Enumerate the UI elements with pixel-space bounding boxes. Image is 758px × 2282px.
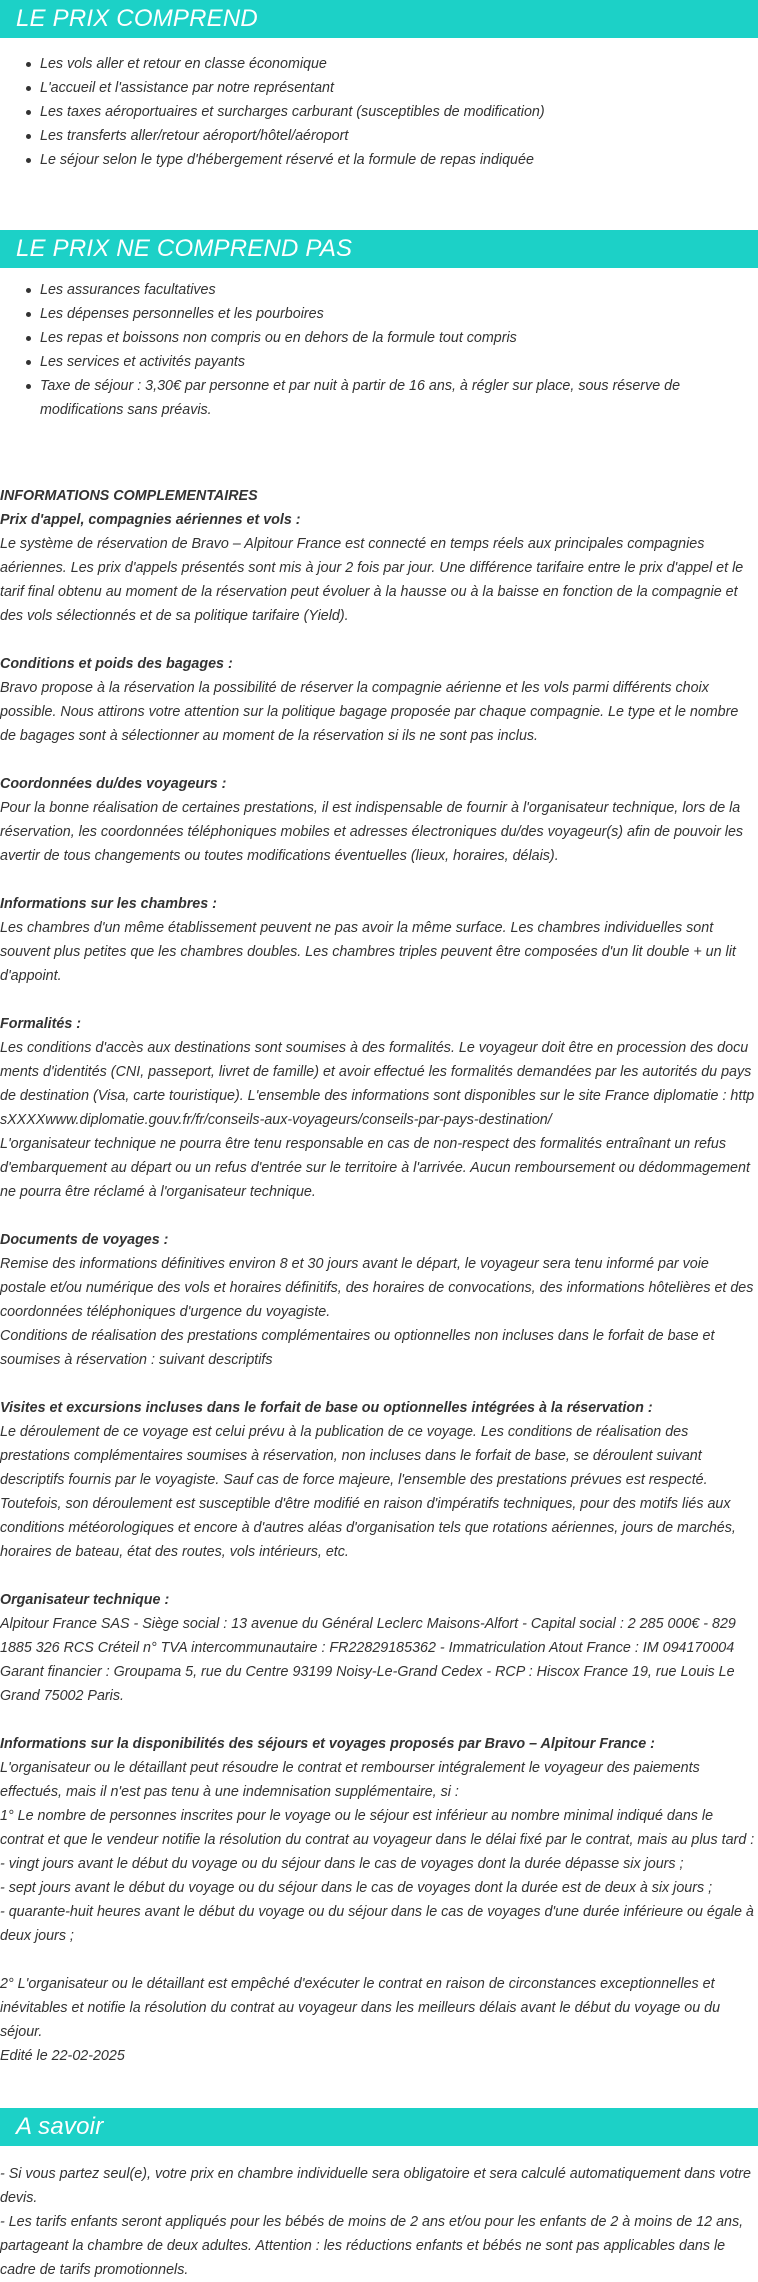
list-item: Les repas et boissons non compris ou en dehors de la formule tout compris [18, 326, 758, 350]
savoir-section [0, 2162, 758, 2282]
block-text: Le déroulement de ce voyage est celui prévu à la publication de ce voyage. Les conditions de réalisation des prestations complémentaires soumises à réservation, non incluses dans le forfait de base, se déroulent suivant descriptifs fournis par le voyagiste. Sauf cas de force majeure, l'ensemble des prestations prévues est respecté. Toutefois, son déroulement est susceptible d'être modifié en raison d'impératifs techniques, pour des motifs liés aux conditions météorologiques et encore à d'autres aléas d'organisation tels que rotations aériennes, jours de marchés, horaires de bateau, état des routes, vols intérieurs, etc. [0, 1424, 736, 1560]
info-block-organisateur [0, 1588, 756, 1708]
block-text: - sept jours avant le début du voyage ou du séjour dans le cas de voyages dont la durée est de deux à six jours ; [0, 1880, 713, 1896]
includes-list [0, 38, 758, 172]
block-heading: Prix d'appel, compagnies aériennes et vols : [0, 512, 301, 528]
block-heading: Organisateur technique : [0, 1592, 170, 1608]
block-heading: Documents de voyages : [0, 1232, 169, 1248]
block-text: L'organisateur ou le détaillant peut résoudre le contrat et rembourser intégralement le voyageur des paiements effectués, mais il n'est pas tenu à une indemnisation supplémentaire, si : [0, 1760, 700, 1800]
block-text: - vingt jours avant le début du voyage ou du séjour dans le cas de voyages dont la durée dépasse six jours ; [0, 1856, 684, 1872]
excludes-list [0, 268, 758, 422]
list-item: Le séjour selon le type d'hébergement réservé et la formule de repas indiquée [18, 148, 758, 172]
block-heading: Conditions et poids des bagages : [0, 656, 233, 672]
block-heading: Coordonnées du/des voyageurs : [0, 776, 227, 792]
list-item: Les vols aller et retour en classe économique [18, 52, 758, 76]
excludes-banner: LE PRIX NE COMPREND PAS [0, 230, 758, 268]
block-text: Les chambres d'un même établissement peuvent ne pas avoir la même surface. Les chambres individuelles sont souvent plus petites que les chambres doubles. Les chambres triples peuvent être composées d'un lit double + un lit d'appoint. [0, 920, 736, 984]
block-text: Remise des informations définitives environ 8 et 30 jours avant le départ, le voyageur sera tenu informé par voie postale et/ou numérique des vols et horaires définitifs, des horaires de convocations, des informations hôtelières et des coordonnées téléphoniques d'urgence du voyagiste. [0, 1256, 754, 1320]
info-block-bagages [0, 652, 756, 748]
block-heading: Informations sur les chambres : [0, 896, 217, 912]
block-text: 2° L'organisateur ou le détaillant est empêché d'exécuter le contrat en raison de circonstances exceptionnelles et inévitables et notifie la résolution du contrat au voyageur dans les meilleurs délais avant le début du voyage ou du séjour. [0, 1976, 721, 2040]
info-block-documents [0, 1228, 756, 1372]
edit-date: Edité le 22-02-2025 [0, 2048, 125, 2064]
block-text: - quarante-huit heures avant le début du voyage ou du séjour dans le cas de voyages d'une durée inférieure ou égale à deux jours ; [0, 1904, 754, 1944]
info-block-disponibilites [0, 1732, 756, 2068]
block-text: Conditions de réalisation des prestations complémentaires ou optionnelles non incluses dans le forfait de base et soumises à réservation : suivant descriptifs [0, 1328, 715, 1368]
savoir-text: - Les tarifs enfants seront appliqués pour les bébés de moins de 2 ans et/ou pour les enfants de 2 à moins de 12 ans, partageant la chambre de deux adultes. Attention : les réductions enfants et bébés ne sont pas applicables dans le cadre de tarifs promotionnels. [0, 2214, 744, 2278]
info-block-coordonnees [0, 772, 756, 868]
block-text: Alpitour France SAS - Siège social : 13 avenue du Général Leclerc Maisons-Alfort - Capital social : 2 285 000€ - 829 1885 326 RCS Créteil n° TVA intercommunautaire : FR22829185362 - Immatriculation Atout France : IM 094170004 Garant financier : Groupama 5, rue du Centre 93199 Noisy-Le-Grand Cedex - RCP : Hiscox France 19, rue Louis Le Grand 75002 Paris. [0, 1616, 736, 1704]
block-heading: Formalités : [0, 1016, 82, 1032]
list-item: Taxe de séjour : 3,30€ par personne et par nuit à partir de 16 ans, à régler sur place, sous réserve de modifications sans préavis. [18, 374, 758, 422]
block-heading: Informations sur la disponibilités des séjours et voyages proposés par Bravo – Alpitour France : [0, 1736, 655, 1752]
list-item: Les taxes aéroportuaires et surcharges carburant (susceptibles de modification) [18, 100, 758, 124]
list-item: Les transferts aller/retour aéroport/hôtel/aéroport [18, 124, 758, 148]
block-heading: Visites et excursions incluses dans le forfait de base ou optionnelles intégrées à la réservation : [0, 1400, 653, 1416]
spacer [0, 1948, 756, 1972]
list-item: L'accueil et l'assistance par notre représentant [18, 76, 758, 100]
block-text: 1° Le nombre de personnes inscrites pour le voyage ou le séjour est inférieur au nombre minimal indiqué dans le contrat et que le vendeur notifie la résolution du contrat au voyageur dans le délai fixé par le contrat, mais au plus tard : [0, 1808, 755, 1848]
info-section [0, 484, 758, 2068]
list-item: Les services et activités payants [18, 350, 758, 374]
savoir-text: - Si vous partez seul(e), votre prix en chambre individuelle sera obligatoire et sera calculé automatiquement dans votre devis. [0, 2166, 751, 2206]
block-text: Le système de réservation de Bravo – Alpitour France est connecté en temps réels aux principales compagnies aériennes. Les prix d'appels présentés sont mis à jour 2 fois par jour. Une différence tarifaire entre le prix d'appel et le tarif final obtenu au moment de la réservation peut évoluer à la hausse ou à la baisse en fonction de la compagnie et des vols sélectionnés et de sa politique tarifaire (Yield). [0, 536, 744, 624]
info-block-chambres [0, 892, 756, 988]
info-block-formalites [0, 1012, 756, 1204]
savoir-banner: A savoir [0, 2108, 758, 2146]
info-title: INFORMATIONS COMPLEMENTAIRES [0, 488, 258, 504]
block-text: L'organisateur technique ne pourra être tenu responsable en cas de non-respect des formalités entraînant un refus d'embarquement au départ ou un refus d'entrée sur le territoire à l'arrivée. Aucun remboursement ou dédommagement ne pourra être réclamé à l'organisateur technique. [0, 1136, 750, 1200]
block-text: Bravo propose à la réservation la possibilité de réserver la compagnie aérienne et les vols parmi différents choix possible. Nous attirons votre attention sur la politique bagage proposée par chaque compagnie. Le type et le nombre de bagages sont à sélectionner au moment de la réservation si ils ne sont pas inclus. [0, 680, 739, 744]
block-text: Pour la bonne réalisation de certaines prestations, il est indispensable de fournir à l'organisateur technique, lors de la réservation, les coordonnées téléphoniques mobiles et adresses électroniques du/des voyageur(s) afin de pouvoir les avertir de tous changements ou toutes modifications éventuelles (lieux, horaires, délais). [0, 800, 744, 864]
info-block-visites [0, 1396, 756, 1564]
info-block-prix [0, 508, 756, 628]
block-text: Les conditions d'accès aux destinations sont soumises à des formalités. Le voyageur doit être en procession des documents d'identités (CNI, passeport, livret de famille) et avoir effectué les formalités demandées par les autorités du pays de destination (Visa, carte touristique). L'ensemble des informations sont disponibles sur le site France diplomatie : httpsXXXXwww.diplomatie.gouv.fr/fr/conseils-aux-voyageurs/conseils-par-pays-destination/ [0, 1040, 755, 1128]
list-item: Les dépenses personnelles et les pourboires [18, 302, 758, 326]
includes-banner: LE PRIX COMPREND [0, 0, 758, 38]
list-item: Les assurances facultatives [18, 278, 758, 302]
